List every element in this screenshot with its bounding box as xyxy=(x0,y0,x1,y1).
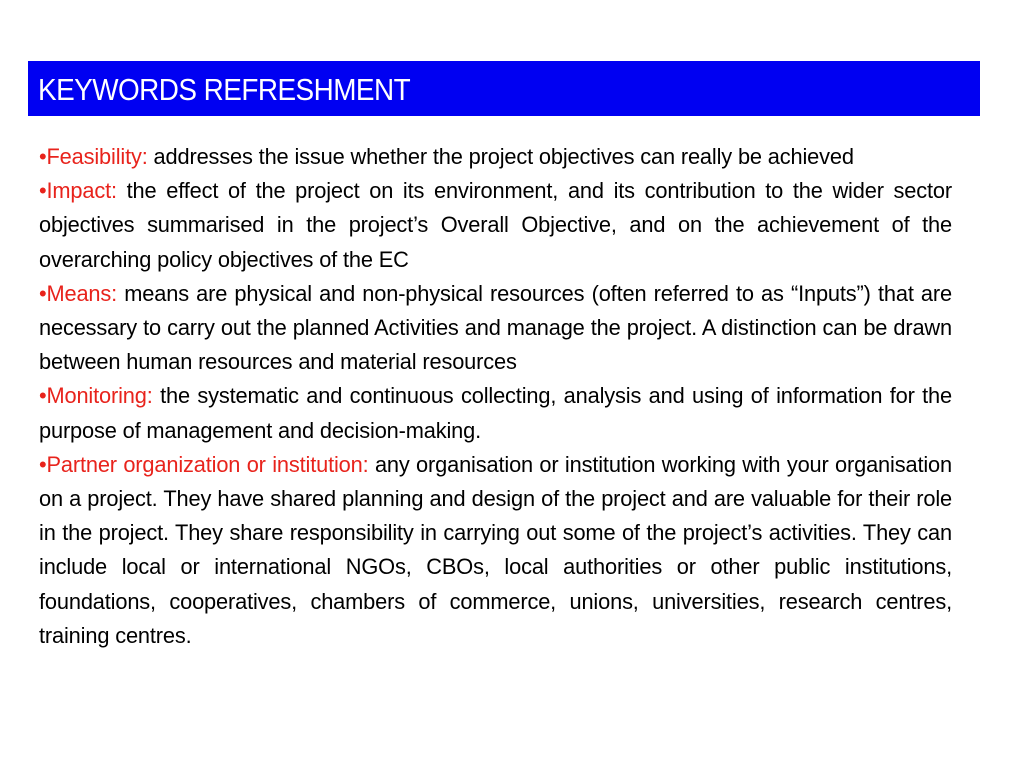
keyword-definition: the effect of the project on its environment, and its contribution to the wider sector objectives summarised in the project’s Overall Objective, and on the achievement of the overarching policy objectives of the EC xyxy=(39,178,952,272)
keyword-term: Feasibility: xyxy=(46,144,148,169)
keyword-term: Impact: xyxy=(46,178,117,204)
keyword-definition: addresses the issue whether the project objectives can really be achieved xyxy=(147,144,854,169)
bullet: • xyxy=(39,280,47,306)
bullet: • xyxy=(39,383,47,409)
keyword-definition: the systematic and continuous collecting, analysis and using of information for the purpose of management and decision-making. xyxy=(39,383,952,443)
title-bar xyxy=(28,61,980,116)
keyword-item-partner xyxy=(39,448,952,653)
keyword-definition: any organisation or institution working with your organisation on a project. They have shared planning and design of the project and are valuable for their role in the project. They share responsibility in carrying out some of the project’s activities. They can include local or international NGOs, CBOs, local authorities or other public institutions, foundations, cooperatives, chambers of commerce, unions, universities, research centres, training centres. xyxy=(39,451,952,648)
keyword-term: Partner organization or institution: xyxy=(46,451,369,477)
keyword-list xyxy=(39,140,952,653)
keyword-item-monitoring xyxy=(39,379,952,447)
slide-title: KEYWORDS REFRESHMENT xyxy=(38,71,411,107)
bullet: • xyxy=(39,178,47,204)
keyword-term: Monitoring: xyxy=(46,383,153,409)
keyword-item-impact xyxy=(39,174,952,277)
keyword-term: Means: xyxy=(46,280,118,306)
bullet: • xyxy=(39,144,47,169)
keyword-item-feasibility xyxy=(39,140,952,174)
keyword-definition: means are physical and non-physical resources (often referred to as “Inputs”) that are necessary to carry out the planned Activities and manage the project. A distinction can be drawn between human resources and material resources xyxy=(39,280,952,375)
keyword-item-means xyxy=(39,277,952,380)
bullet: • xyxy=(39,451,47,477)
